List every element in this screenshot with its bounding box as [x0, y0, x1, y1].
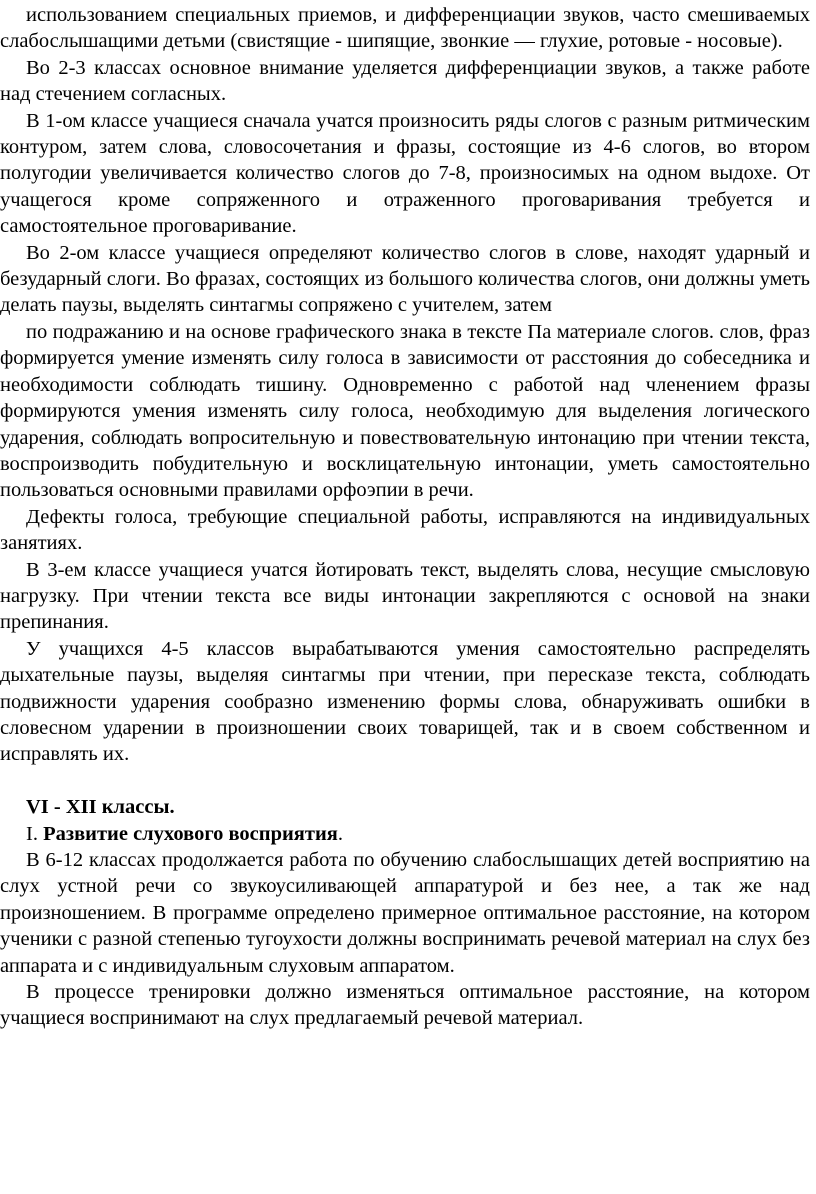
paragraph-9: В 6-12 классах продолжается работа по обучению слабослышащих детей восприятию на слух устной речи со звукоусиливающей аппаратурой и без нее, а так же над произношением. В программе определено примерное оптимальное расстояние, на котором ученики с разной степенью тугоухости должны воспринимать речевой материал на слух без аппарата и с индивидуальным слуховым аппаратом.	[0, 848, 810, 977]
paragraph-4: Во 2-ом классе учащиеся определяют количество слогов в слове, находят ударный и безударный слоги. Во фразах, состоящих из большого количества слогов, они должны уметь делать паузы, выделять синтагмы сопряжено с учителем, затем	[0, 241, 810, 317]
paragraph-5: по подражанию и на основе графического знака в тексте Па материале слогов. слов, фраз формируется умение изменять силу голоса в зависимости от расстояния до собеседника и необходимости соблюдать тишину. Одновременно с работой над членением фразы формируются умения изменять силу голоса, необходимую для выделения логического ударения, соблюдать вопросительную и повествовательную интонацию при чтении текста, воспроизводить побудительную и восклицательную интонации, уметь самостоятельно пользоваться основными правилами орфоэпии в речи.	[0, 320, 810, 502]
blank-line	[0, 768, 810, 794]
section-heading: VI - XII классы.	[26, 796, 175, 819]
paragraph-2: Во 2-3 классах основное внимание уделяется дифференциации звуков, а также работе над стечением согласных.	[0, 56, 810, 106]
paragraph-6: Дефекты голоса, требующие специальной работы, исправляются на индивидуальных занятиях.	[0, 505, 810, 555]
paragraph-1: использованием специальных приемов, и дифференциации звуков, часто смешиваемых слабослышащими детьми (свистящие - шипящие, звонкие — глухие, ротовые - носовые).	[0, 4, 810, 53]
subsection-title-text: Развитие слухового восприятия	[43, 822, 338, 845]
paragraph-10: В процессе тренировки должно изменяться оптимальное расстояние, на котором учащиеся воспринимают на слух предлагаемый речевой материал.	[0, 981, 810, 1030]
paragraph-3: В 1-ом классе учащиеся сначала учатся произносить ряды слогов с разным ритмическим контуром, затем слова, словосочетания и фразы, состоящие из 4-6 слогов, во втором полугодии увеличивается количество слогов до 7-8, произносимых на одном выдохе. От учащегося кроме сопряженного и отраженного проговаривания требуется и самостоятельное проговаривание.	[0, 109, 810, 238]
subsection-punct: .	[337, 822, 343, 845]
subsection-title	[0, 821, 810, 847]
paragraph-8: У учащихся 4-5 классов вырабатываются умения самостоятельно распределять дыхательные паузы, выделяя синтагмы при чтении, при пересказе текста, соблюдать подвижности ударения сообразно изменению формы слова, обнаруживать ошибки в словесном ударении в произношении своих товарищей, так и в своем собственном и исправлять их.	[0, 637, 810, 766]
subsection-number: I.	[26, 822, 38, 845]
paragraph-7: В 3-ем классе учащиеся учатся йотировать текст, выделять слова, несущие смысловую нагрузку. При чтении текста все виды интонации закрепляются с основой на знаки препинания.	[0, 558, 810, 634]
